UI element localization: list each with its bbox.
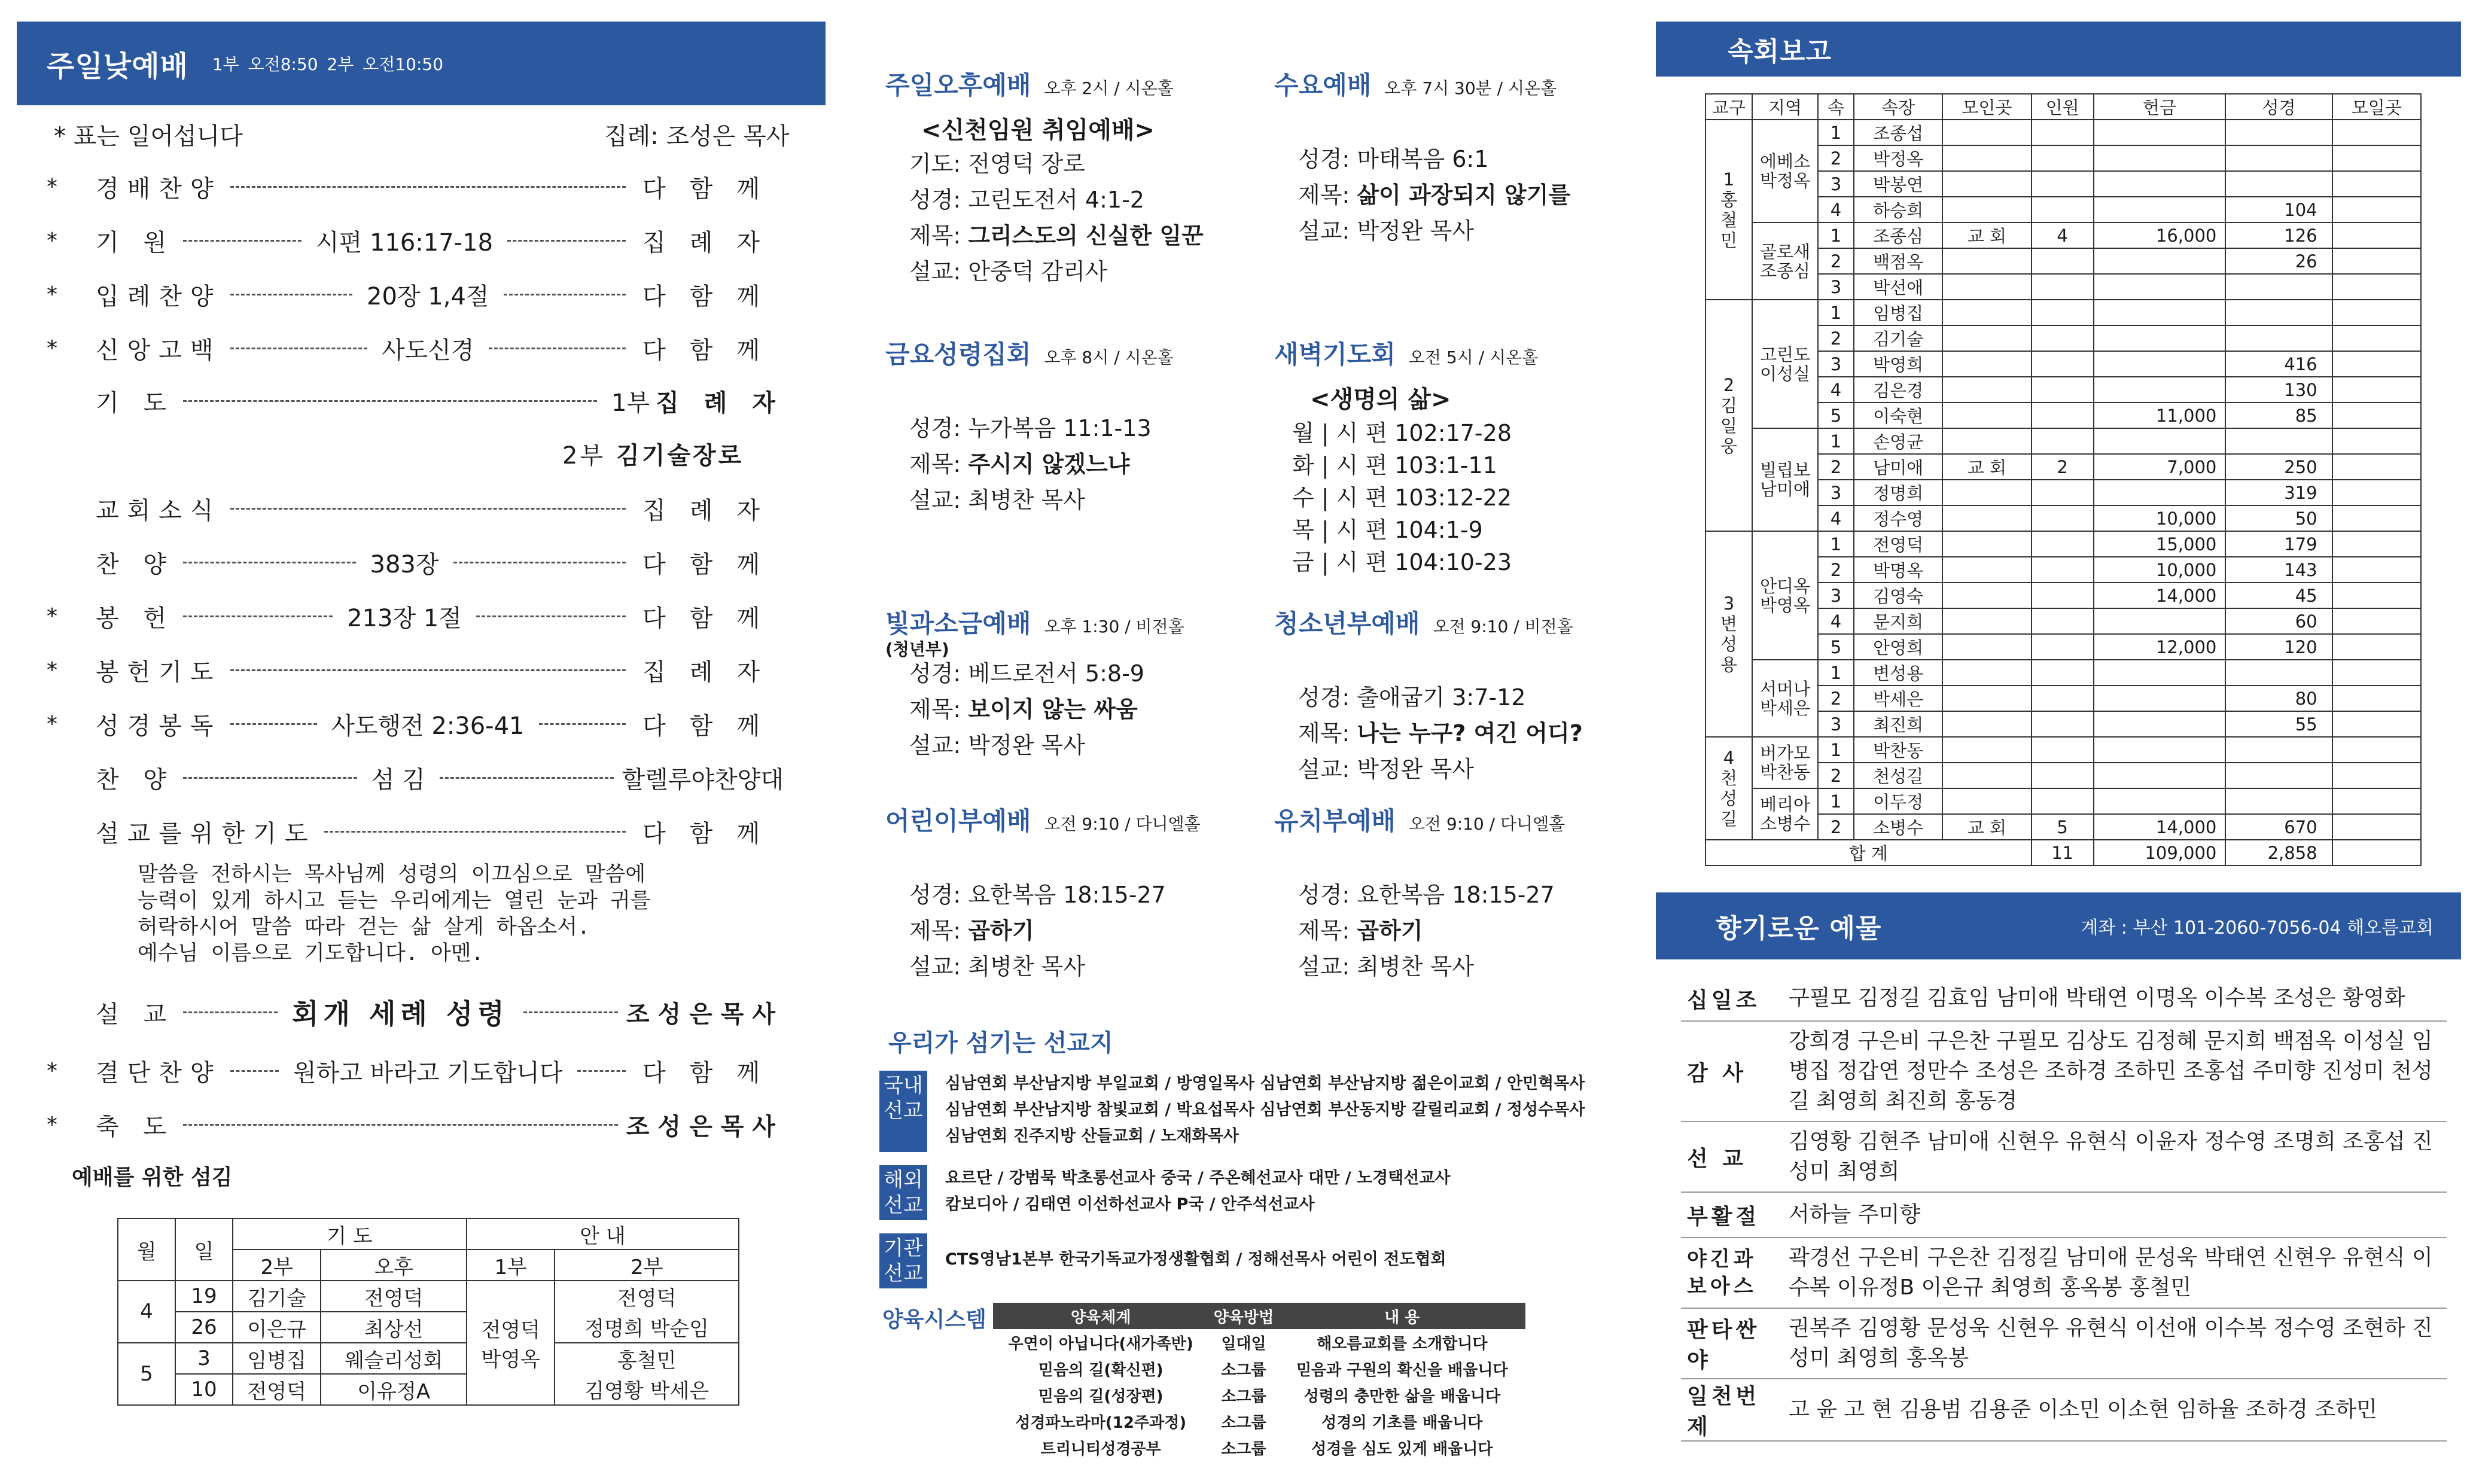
section-title: 금요성령집회 [885, 340, 1031, 369]
section-line: 설교: 최병찬 목사 [1298, 953, 1474, 980]
sunday-worship-title: 주일낮예배 [47, 49, 188, 83]
cult-row: 트리니티성경공부 소그룹 성경을 심도 있게 배웁니다 [1040, 1440, 1493, 1458]
offering-names: 고 윤 고 현 김용범 김용준 이소민 이소현 임하율 조하경 조하민 [1789, 1397, 2377, 1422]
section-heading: <생명의 삶> [1310, 386, 1451, 413]
order-label: 봉 헌 [96, 604, 175, 632]
order-item [96, 544, 784, 580]
cell-report-title: 속회보고 [1728, 36, 1832, 67]
order-label: 경배찬양 [96, 175, 222, 203]
order-right: 다함께 [642, 819, 784, 848]
order-content: 213장 1절 [347, 604, 462, 632]
order-item [96, 760, 784, 796]
section-line: 성경: 요한복음 18:15-27 [1298, 882, 1555, 908]
offering-row [1681, 1122, 2447, 1193]
section-title: 청소년부예배 [1274, 609, 1420, 638]
order-item [96, 598, 784, 634]
section-line: 제목: 주시지 않겠느냐 [909, 451, 1130, 477]
section-line: 제목: 삶이 과장되지 않기를 [1298, 182, 1571, 208]
section-title: 새벽기도회 [1274, 340, 1396, 369]
offering-row [1681, 976, 2447, 1022]
section-time: 오후 7시 30분 / 시온홀 [1384, 78, 1557, 98]
order-label: 교회소식 [96, 496, 222, 525]
section-title: 어린이부예배 [885, 806, 1031, 836]
section-line: 제목: 나는 누구? 여긴 어디? [1298, 720, 1583, 746]
section-line: 설교: 박정완 목사 [909, 732, 1085, 758]
cell-row: 2 김기술 [1705, 325, 2421, 351]
order-content: 383장 [370, 550, 439, 578]
cult-row: 성경파노라마(12주과정) 소그룹 성경의 기초를 배웁니다 [1015, 1413, 1483, 1432]
section-header [1274, 66, 1557, 102]
cell-row: 4 천 성 길 버가모 박찬동 1 박찬동 [1705, 737, 2421, 763]
serve-row: 5 3 임병집 웨슬리성회 홍철민 [118, 1343, 739, 1374]
cell-row: 5 안영희 12,000 120 [1705, 634, 2421, 660]
order-content: 섬 김 [371, 766, 425, 794]
star-mark: * [47, 228, 57, 253]
cell-row: 3 김영숙 14,000 45 [1705, 583, 2421, 608]
section-line: 금 | 시 편 104:10-23 [1292, 549, 1512, 575]
cell-row: 4 김은경 130 [1705, 377, 2421, 403]
order-label: 설교를위한기도 [96, 819, 316, 848]
offering-row [1681, 1309, 2447, 1379]
star-mark: * [47, 658, 57, 682]
order-right: 집례자 [642, 228, 784, 257]
section-line: 성경: 마태복음 6:1 [1298, 146, 1489, 172]
section-line: 설교: 안중덕 감리사 [909, 258, 1107, 285]
report-column [1645, 0, 2473, 1484]
section-time: 오전 9:10 / 다니엘홀 [1408, 814, 1566, 834]
offering-row [1681, 1238, 2447, 1309]
serve-row: 26 이은규 최상선 정명희 박순임 [118, 1312, 739, 1343]
order-item [96, 652, 784, 688]
cell-row: 베리아 소병수 1 이두정 [1705, 788, 2421, 814]
closing-item: 결단찬양 원하고 바라고 기도합니다 다함께 [96, 1059, 784, 1087]
section-line: 제목: 곱하기 [1298, 918, 1423, 944]
offering-kind: 십일조 [1687, 988, 1761, 1013]
section-title: 주일오후예배 [885, 71, 1031, 100]
offering-kind: 선 교 [1687, 1146, 1747, 1171]
offering-row [1681, 1193, 2447, 1238]
section-line: 성경: 누가복음 11:1-13 [909, 415, 1152, 441]
section-line: 목 | 시 편 104:1-9 [1292, 517, 1483, 543]
prayer-line: 능력이 있게 하시고 듣는 우리에게는 열린 눈과 귀를 [138, 889, 651, 913]
officiant: 집례: 조성은 목사 [604, 123, 790, 150]
section-header [1274, 604, 1573, 640]
account-number: 계좌 : 부산 101-2060-7056-04 해오름교회 [2081, 918, 2434, 938]
order-label: 신앙고백 [96, 336, 222, 364]
sunday-worship-times: 1부 오전8:50 2부 오전10:50 [212, 54, 444, 74]
offering-kind: 부활절 [1687, 1204, 1761, 1229]
cult-title: 양육시스템 [882, 1307, 986, 1332]
section-line: 화 | 시 편 103:1-11 [1292, 452, 1497, 479]
section-line: 제목: 그리스도의 신실한 일꾼 [909, 223, 1204, 249]
prayer2: 2부 김기술장로 [562, 442, 744, 470]
offering-kind: 일천번제 [1687, 1384, 1761, 1439]
order-label: 봉헌기도 [96, 658, 222, 686]
offering-header [1656, 892, 2461, 959]
order-label: 찬 양 [96, 550, 175, 578]
section-time: 오후 1:30 / 비전홀 [1044, 617, 1184, 636]
order-right: 다함께 [642, 604, 784, 632]
cell-row: 4 하승희 104 [1705, 197, 2421, 223]
section-line: 성경: 요한복음 18:15-27 [909, 882, 1166, 908]
offering-names: 김영황 김현주 남미애 신현우 유현식 이윤자 정수영 조명희 조홍섭 진성미 최영희 [1789, 1129, 2433, 1184]
cult-row: 믿음의 길(확신편) 소그룹 믿음과 구원의 확신을 배웁니다 [1038, 1361, 1508, 1379]
order-right: 다함께 [642, 282, 784, 310]
order-item [96, 169, 784, 205]
section-header [1274, 335, 1538, 371]
order-item [96, 706, 784, 742]
section-line: 월 | 시 편 102:17-28 [1292, 420, 1512, 446]
prayer-line: 예수님 이름으로 기도합니다. 아멘. [138, 941, 484, 965]
offering-row [1681, 1379, 2447, 1442]
section-title: 빛과소금예배 [885, 609, 1031, 638]
section-heading: (청년부) [885, 639, 949, 659]
section-header [1274, 802, 1565, 837]
section-header [885, 335, 1174, 371]
offering-list [1681, 976, 2447, 1442]
order-right: 집례자 [642, 496, 784, 525]
section-time: 오전 5시 / 시온홀 [1408, 348, 1539, 367]
mission-tag: 국내선교 [879, 1071, 927, 1152]
offering-title: 향기로운 예물 [1716, 913, 1882, 944]
section-title: 유치부예배 [1274, 806, 1396, 836]
section-line: 제목: 곱하기 [909, 918, 1034, 944]
sermon-row: 설 교 회개 세례 성령 조성은목사 [96, 994, 784, 1030]
order-item [96, 490, 784, 526]
order-item [96, 276, 784, 312]
section-line: 기도: 전영덕 장로 [909, 151, 1085, 177]
prayer1-leader: 집 례 자 [656, 389, 784, 417]
order-item [96, 383, 784, 419]
cell-row: 4 문지희 60 [1705, 608, 2421, 634]
section-line: 설교: 박정완 목사 [1298, 218, 1474, 244]
cell-row: 2 백점옥 26 [1705, 248, 2421, 274]
cell-row: 서머나 박세은 1 변성용 [1705, 660, 2421, 685]
order-label: 찬 양 [96, 766, 175, 794]
cell-row: 2 박정옥 [1705, 145, 2421, 171]
offering-names: 서하늘 주미향 [1789, 1202, 1921, 1227]
order-content: 시편 116:17-18 [315, 228, 494, 257]
prayer-line: 허락하시어 말씀 따라 걷는 삶 살게 하옵소서. [138, 915, 590, 939]
serve-title: 예배를 위한 섬김 [72, 1165, 233, 1190]
order-content: 사도행전 2:36-41 [331, 712, 525, 740]
sermon-prayer-text [138, 861, 651, 967]
serve-row: 10 전영덕 이유정A 김영황 박세은 [118, 1374, 739, 1405]
cell-row: 2 천성길 [1705, 763, 2421, 788]
section-line: 성경: 출애굽기 3:7-12 [1298, 684, 1526, 711]
cell-row: 1 홍 철 민 에베소 박정옥 1 조종섭 [1705, 120, 2421, 145]
section-line: 성경: 베드로전서 5:8-9 [909, 660, 1144, 687]
total-row: 합 계 11 109,000 2,858 [1705, 840, 2421, 866]
weekly-worship-column [826, 0, 1645, 1484]
section-line: 설교: 최병찬 목사 [909, 487, 1085, 513]
star-mark: * [47, 336, 57, 361]
offering-names: 구필모 김정길 김효임 남미애 박태연 이명옥 이수복 조성은 황영화 [1789, 986, 2405, 1010]
order-right: 다함께 [642, 336, 784, 364]
order-content: 20장 1,4절 [367, 282, 489, 310]
cell-row: 5 이숙현 11,000 85 [1705, 403, 2421, 428]
section-time: 오후 2시 / 시온홀 [1044, 78, 1174, 98]
section-title: 수요예배 [1274, 71, 1372, 100]
offering-row [1681, 1022, 2447, 1122]
cell-row: 2 김 일 웅 고린도 이성실 1 임병집 [1705, 300, 2421, 325]
serve-table: 월 일 기 도 안 내 2부 오후 1부 2부 4 19 김기술 전영덕 전영덕 박영옥 전영덕 26 이은규 최상선 정명희 박순임 5 3 임병집 웨슬리성회 홍철민 10 전영덕 이유정A 김영황 박세은 [117, 1218, 739, 1406]
cult-table: 양육체계 양육방법 내 용 우연이 아닙니다(새가족반) 일대일 해오름교회를 소개합니다 믿음의 길(확신편) 소그룹 믿음과 구원의 확신을 배웁니다 믿음의 길(성장편) 소그룹 성령의 충만한 삶을 배웁니다 성경파노라마(12주과정) 소그룹 성경의 기초를 배웁니다 트리니티성경공부 소그룹 성경을 심도 있게 배웁니다 [993, 1303, 1525, 1461]
mission-title: 우리가 섬기는 선교지 [888, 1029, 1113, 1057]
order-item [96, 223, 784, 258]
order-right: 다함께 [642, 712, 784, 740]
section-line: 설교: 최병찬 목사 [909, 953, 1085, 980]
benediction-row: 축 도 조성은목사 [96, 1107, 784, 1142]
mission-lines: 요르단 / 강범묵 박초롱선교사 중국 / 주온혜선교사 대만 / 노경택선교사 캄보디아 / 김태연 이선하선교사 P국 / 안주석선교사 [945, 1169, 1451, 1214]
offering-kind: 감 사 [1687, 1061, 1747, 1086]
section-time: 오전 9:10 / 비전홀 [1433, 617, 1573, 636]
cell-row: 2 소병수 교 회 5 14,000 670 [1705, 814, 2421, 840]
section-line: 수 | 시 편 103:12-22 [1292, 484, 1512, 511]
mission-tag: 기관선교 [879, 1233, 927, 1288]
sermon-title: 회개 세례 성령 [292, 998, 509, 1030]
offering-names: 강희경 구은비 구은찬 구필모 김상도 김정혜 문지희 백점옥 이성실 임병집 정갑연 정만수 조성은 조하경 조하민 조홍섭 주미향 진성미 천성길 최영희 최진희 홍동경 [1789, 1029, 2433, 1113]
sunday-worship-column [0, 0, 826, 1484]
section-line: 설교: 박정완 목사 [1298, 756, 1474, 782]
star-mark: * [47, 604, 57, 629]
section-header [885, 66, 1174, 102]
section-time: 오전 9:10 / 다니엘홀 [1044, 814, 1201, 834]
cult-row: 믿음의 길(성장편) 소그룹 성령의 충만한 삶을 배웁니다 [1038, 1387, 1501, 1406]
cell-row: 3 정명희 319 [1705, 480, 2421, 505]
sermon-preacher: 조성은목사 [626, 1000, 784, 1028]
cell-row: 2 박세은 80 [1705, 685, 2421, 711]
mission-lines: 심남연회 부산남지방 부일교회 / 방영일목사 심남연회 부산남지방 젊은이교회 / 안민혁목사 심남연회 부산남지방 참빛교회 / 박요섭목사 심남연회 부산동지방 갈릴리교회 / 정성수목사 심남연회 진주지방 산들교회 / 노재화목사 [945, 1074, 1585, 1145]
order-right: 할렐루야찬양대 [622, 766, 784, 794]
offering-kind: 판타싼야 [1687, 1318, 1761, 1373]
benediction-by: 조성은목사 [626, 1113, 784, 1141]
section-time: 오후 8시 / 시온홀 [1044, 348, 1174, 367]
cell-row: 3 변 성 용 안디옥 박영옥 1 전영덕 15,000 179 [1705, 531, 2421, 557]
offering-names: 권복주 김영황 문성욱 신현우 유현식 이선애 이수복 정수영 조현하 진성미 최영희 홍옥봉 [1789, 1316, 2433, 1370]
star-mark: * [47, 1059, 57, 1083]
cell-row: 골로새 조종심 1 조종심 교 회 4 16,000 126 [1705, 223, 2421, 248]
cell-row: 3 박영희 416 [1705, 351, 2421, 377]
order-label: 기 도 [96, 389, 175, 417]
order-right: 다함께 [642, 550, 784, 578]
order-label: 성경봉독 [96, 712, 222, 740]
order-content: 사도신경 [382, 336, 474, 364]
star-mark: * [47, 282, 57, 307]
stand-note: * 표는 일어섭니다 [54, 123, 243, 150]
star-mark: * [47, 712, 57, 736]
cell-report-table: 교구 지역 속 속장 모인곳 인원 헌금 성경 모일곳 1 홍 철 민 에베소 박정옥 1 조종섭 2 박정옥 3 박봉연 4 하승희 104 골로새 조종심 1 조종심 교 회 4 16,000 126 2 백점옥 26 3 박선애 2 김 일 웅 고린도 이성실 1 임병집 2 김기술 3 박영희 416 4 김은경 130 5 이숙현 11,000 85 빌립보 남미애 1 손영균 2 남미애 교 회 2 7,000 250 3 정명희 319 4 정수영 10,000 50 3 변 성 용 안디옥 박영옥 1 전영덕 15,000 179 2 박명옥 10,000 143 3 김영숙 14,000 45 4 문지희 60 5 안영희 12,000 120 서머나 박세은 1 변성용 2 박세은 80 3 최진희 55 4 천 성 길 버가모 박찬동 1 박찬동 2 천성길 베리아 소병수 1 이두정 2 소병수 교 회 5 14,000 670 합 계 11 109,000 2,858 [1705, 93, 2422, 866]
sunday-worship-header [17, 22, 826, 105]
star-mark: * [47, 1113, 57, 1137]
section-heading: <신천임원 취임예배> [921, 117, 1155, 144]
mission-lines: CTS영남1본부 한국기독교가정생활협회 / 정해선목사 어린이 전도협회 [945, 1250, 1446, 1269]
order-label: 기 원 [96, 228, 175, 257]
star-mark: * [47, 175, 57, 199]
order-item [96, 330, 784, 366]
section-header [885, 604, 1184, 640]
cell-row: 4 정수영 10,000 50 [1705, 505, 2421, 531]
section-line: 제목: 보이지 않는 싸움 [909, 696, 1138, 723]
prayer-line: 말씀을 전하시는 목사님께 성령의 이끄심으로 말씀에 [138, 863, 646, 886]
order-right: 집례자 [642, 658, 784, 686]
order-item [96, 813, 784, 849]
offering-kind: 야긴과 보아스 [1687, 1247, 1757, 1299]
order-label: 입례찬양 [96, 282, 222, 310]
cell-row: 3 박봉연 [1705, 171, 2421, 197]
order-right: 다함께 [642, 175, 784, 203]
offering-names: 곽경선 구은비 구은찬 김정길 남미애 문성욱 박태연 신현우 유현식 이수복 이유정B 이은규 최영희 홍옥봉 홍철민 [1789, 1245, 2433, 1300]
cult-row: 우연이 아닙니다(새가족반) 일대일 해오름교회를 소개합니다 [1008, 1334, 1488, 1353]
cell-row: 2 박명옥 10,000 143 [1705, 557, 2421, 583]
cell-row: 3 최진희 55 [1705, 711, 2421, 737]
order-right: 1부 [611, 389, 650, 417]
cell-report-header [1656, 22, 2461, 77]
section-header [885, 802, 1201, 837]
section-line: 성경: 고린도전서 4:1-2 [909, 187, 1144, 213]
cell-row: 3 박선애 [1705, 274, 2421, 300]
cell-row: 2 남미애 교 회 2 7,000 250 [1705, 454, 2421, 480]
mission-tag: 해외선교 [879, 1165, 927, 1220]
serve-row: 4 19 김기술 전영덕 전영덕 박영옥 전영덕 [118, 1281, 739, 1312]
cell-row: 빌립보 남미애 1 손영균 [1705, 428, 2421, 454]
